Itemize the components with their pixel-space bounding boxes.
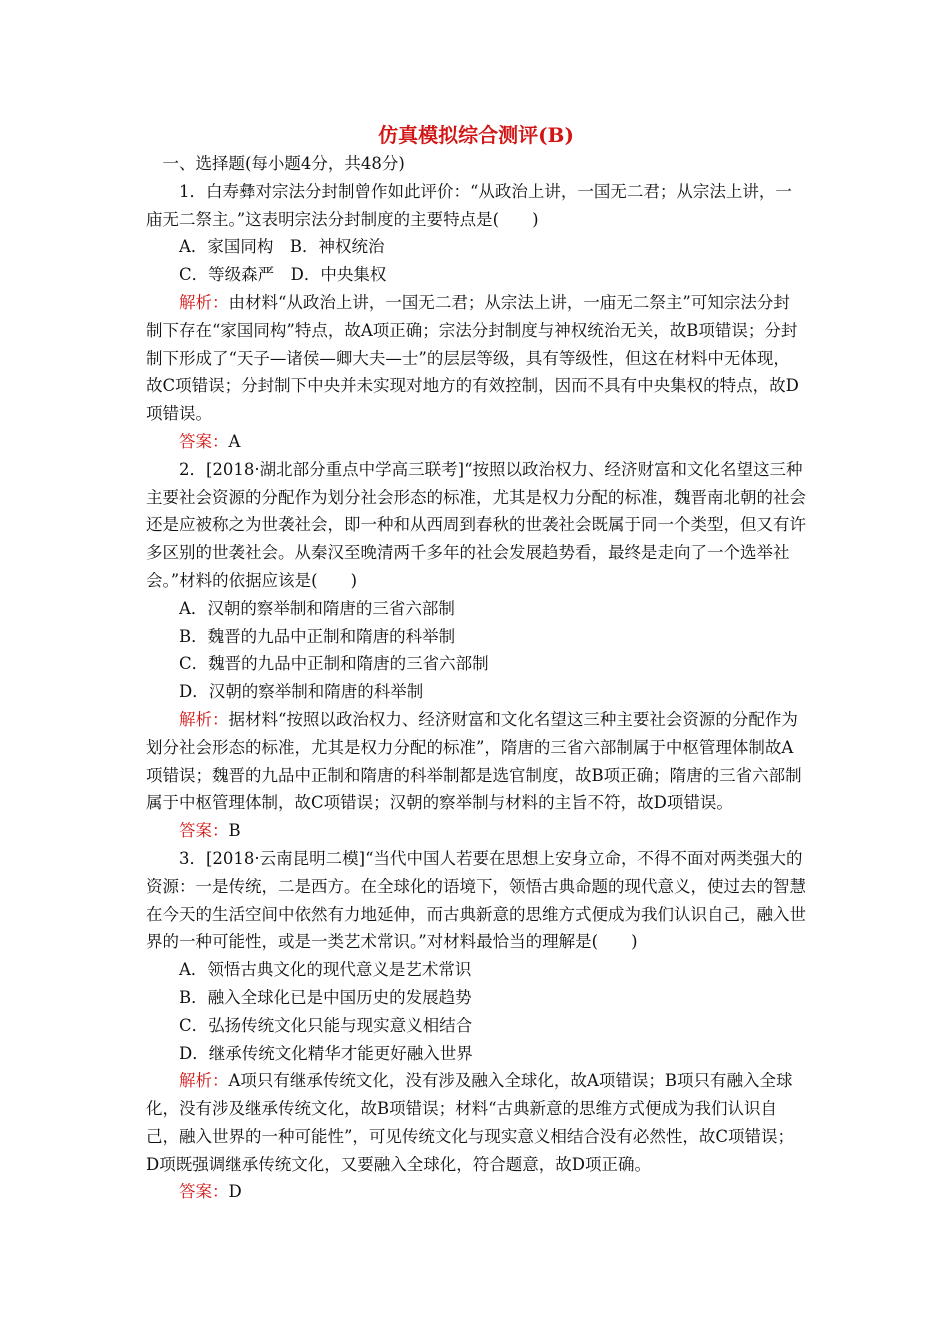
analysis-label: 解析： xyxy=(179,1071,229,1091)
answer-label: 答案： xyxy=(179,431,229,451)
question-3 xyxy=(146,845,806,1206)
answer-value: A xyxy=(228,431,241,451)
option-line: C．等级森严 D．中央集权 xyxy=(179,265,387,285)
answer xyxy=(146,1178,806,1206)
option-line: B．融入全球化已是中国历史的发展趋势 xyxy=(179,987,472,1007)
analysis-text: 由材料“从政治上讲，一国无二君；从宗法上讲，一庙无二祭主”可知宗法分封制下存在“家国同构”特点，故A项正确；宗法分封制度与神权统治无关，故B项错误；分封制下形成了“天子—诸侯—卿大夫—士”的层层等级，具有等级性，但这在材料中无体现，故C项错误；分封制下中央并未实现对地方的有效控制，因而不具有中央集权的特点，故D项错误。 xyxy=(146,292,799,424)
option-line: A．汉朝的察举制和隋唐的三省六部制 xyxy=(179,598,455,618)
analysis-label: 解析： xyxy=(179,292,229,312)
analysis-text: 据材料“按照以政治权力、经济财富和文化名望这三种主要社会资源的分配作为划分社会形态的标准，尤其是权力分配的标准”，隋唐的三省六部制属于中枢管理体制故A项错误；魏晋的九品中正制和隋唐的科举制都是选官制度，故B项正确；隋唐的三省六部制属于中枢管理体制，故C项错误；汉朝的察举制与材料的主旨不符，故D项错误。 xyxy=(146,709,802,813)
section-heading: 一、选择题(每小题4分，共48分) xyxy=(162,154,405,173)
document-page xyxy=(146,120,806,1206)
option-line: B．魏晋的九品中正制和隋唐的科举制 xyxy=(179,626,456,646)
analysis-text: A项只有继承传统文化，没有涉及融入全球化，故A项错误；B项只有融入全球化，没有涉及继承传统文化，故B项错误；材料“古典新意的思维方式便成为我们认识自己，融入世界的一种可能性”，可见传统文化与现实意义相结合没有必然性，故C项错误；D项既强调继承传统文化，又要融入全球化，符合题意，故D项正确。 xyxy=(146,1071,795,1174)
answer-value: D xyxy=(228,1182,242,1202)
question-stem: 3．[2018·云南昆明二模]“当代中国人若要在思想上安身立命，不得不面对两类强大的资源：一是传统，二是西方。在全球化的语境下，领悟古典命题的现代意义，使过去的智慧在今天的生活空间中依然有力地延伸，而古典新意的思维方式便成为我们认识自己，融入世界的一种可能性，或是一类艺术常识。”对材料最恰当的理解是( ) xyxy=(146,848,806,952)
option-line: D．汉朝的察举制和隋唐的科举制 xyxy=(179,682,424,702)
option-line: D．继承传统文化精华才能更好融入世界 xyxy=(179,1043,473,1063)
analysis xyxy=(146,1067,806,1178)
answer-value: B xyxy=(228,821,241,841)
question-stem: 1．白寿彝对宗法分封制曾作如此评价：“从政治上讲，一国无二君；从宗法上讲，一庙无二祭主。”这表明宗法分封制度的主要特点是( ) xyxy=(146,181,792,229)
answer xyxy=(146,817,806,845)
option-line: A．家国同构 B．神权统治 xyxy=(179,237,385,257)
option-line: C．弘扬传统文化只能与现实意义相结合 xyxy=(179,1015,473,1035)
option-line: C．魏晋的九品中正制和隋唐的三省六部制 xyxy=(179,654,489,674)
analysis xyxy=(146,289,806,428)
question-2 xyxy=(146,456,806,845)
analysis-label: 解析： xyxy=(179,709,229,729)
answer-label: 答案： xyxy=(179,1182,229,1202)
analysis xyxy=(146,706,806,817)
answer-label: 答案： xyxy=(179,821,229,841)
question-1 xyxy=(146,178,806,456)
option-line: A．领悟古典文化的现代意义是艺术常识 xyxy=(179,960,472,980)
answer xyxy=(146,428,806,456)
question-stem: 2．[2018·湖北部分重点中学高三联考]“按照以政治权力、经济财富和文化名望这三种主要社会资源的分配作为划分社会形态的标准，尤其是权力分配的标准，魏晋南北朝的社会还是应被称之为世袭社会，即一种和从西周到春秋的世袭社会既属于同一个类型，但又有许多区别的世袭社会。从秦汉至晚清两千多年的社会发展趋势看，最终是走向了一个选举社会。”材料的依据应该是( ) xyxy=(146,459,806,590)
page-title: 仿真模拟综合测评(B) xyxy=(378,123,574,147)
